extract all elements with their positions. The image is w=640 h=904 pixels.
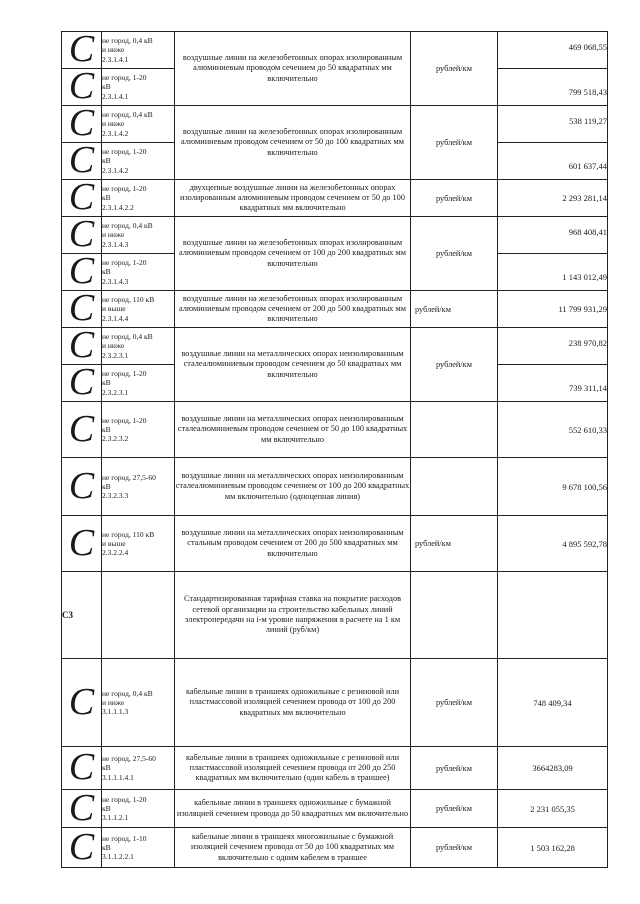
rate-value: 538 119,27 bbox=[498, 106, 608, 143]
rate-value: 601 637,44 bbox=[498, 143, 608, 180]
table-row bbox=[62, 659, 608, 747]
rate-code: C bbox=[62, 69, 102, 106]
rate-code: C bbox=[62, 365, 102, 402]
rate-value: 2 293 281,14 bbox=[498, 180, 608, 217]
table-row bbox=[62, 790, 608, 828]
table-row bbox=[62, 458, 608, 516]
rate-value: 552 610,33 bbox=[498, 402, 608, 458]
voltage-level: не город, 0,4 кВ и ниже 2.3.1.4.1 bbox=[102, 32, 175, 69]
line-description: двухцепные воздушные линии на железобетонных опорах изолированным алюминиевым проводом сечением от 50 до 100 квадратных мм включительно bbox=[175, 180, 411, 217]
voltage-level: не город, 1-20 кВ 2.3.1.4.3 bbox=[102, 254, 175, 291]
rate-value: 799 518,43 bbox=[498, 69, 608, 106]
voltage-level: не город, 1-20 кВ 3.1.1.2.1 bbox=[102, 790, 175, 828]
unit: рублей/км bbox=[411, 106, 498, 180]
voltage-level: не город, 1-20 кВ 2.3.1.4.1 bbox=[102, 69, 175, 106]
unit: рублей/км bbox=[411, 828, 498, 868]
rate-value: 968 408,41 bbox=[498, 217, 608, 254]
line-description: кабельные линии в траншеях многожильные с бумажной изоляцией сечением провода от 50 до 100 квадратных мм включительно с одним кабелем в траншее bbox=[175, 828, 411, 868]
section-description: Стандартизированная тарифная ставка на покрытие расходов сетевой организации на строительство кабельных линий электропередачи на i-м уровне напряжения в расчете на 1 км линий (руб/км) bbox=[175, 572, 411, 659]
rate-code: C bbox=[62, 328, 102, 365]
table-row bbox=[62, 402, 608, 458]
rate-value: 1 143 012,49 bbox=[498, 254, 608, 291]
voltage-level: не город, 110 кВ и выше 2.3.2.2.4 bbox=[102, 516, 175, 572]
rate-code: C bbox=[62, 458, 102, 516]
voltage-level: не город, 1-20 кВ 2.3.1.4.2 bbox=[102, 143, 175, 180]
rate-value: 4 895 592,78 bbox=[498, 516, 608, 572]
voltage-level: не город, 27,5-60 кВ 2.3.2.3.3 bbox=[102, 458, 175, 516]
unit: рублей/км bbox=[411, 790, 498, 828]
rate-code: C bbox=[62, 106, 102, 143]
rate-value: 9 678 100,56 bbox=[498, 458, 608, 516]
unit: рублей/км bbox=[411, 516, 498, 572]
unit: рублей/км bbox=[411, 180, 498, 217]
rate-value: 2 231 055,35 bbox=[498, 790, 608, 828]
table-row bbox=[62, 828, 608, 868]
rate-value: 238 970,82 bbox=[498, 328, 608, 365]
rate-code: C bbox=[62, 291, 102, 328]
voltage-level: не город, 0,4 кВ и ниже 2.3.2.3.1 bbox=[102, 328, 175, 365]
table-row bbox=[62, 328, 608, 365]
unit: рублей/км bbox=[411, 659, 498, 747]
line-description: воздушные линии на железобетонных опорах изолированным алюминиевым проводом сечением от 200 до 500 квадратных мм включительно bbox=[175, 291, 411, 328]
unit: рублей/км bbox=[411, 747, 498, 790]
rate-code: C bbox=[62, 143, 102, 180]
unit: рублей/км bbox=[411, 32, 498, 106]
unit bbox=[411, 458, 498, 516]
voltage-level: не город, 1-20 кВ 2.3.1.4.2.2 bbox=[102, 180, 175, 217]
section-row bbox=[62, 572, 608, 659]
line-description: воздушные линии на металлических опорах неизолированным стальным проводом сечением от 200 до 500 квадратных мм включительно bbox=[175, 516, 411, 572]
line-description: воздушные линии на железобетонных опорах изолированным алюминиевым проводом сечением от 50 до 100 квадратных мм включительно bbox=[175, 106, 411, 180]
rate-code: C bbox=[62, 790, 102, 828]
voltage-level: не город, 1-20 кВ 2.3.2.3.2 bbox=[102, 402, 175, 458]
rate-value: 739 311,14 bbox=[498, 365, 608, 402]
rate-code: C bbox=[62, 254, 102, 291]
rate-code: C bbox=[62, 217, 102, 254]
table-row bbox=[62, 747, 608, 790]
voltage-level: не город, 0,4 кВ и ниже 3.1.1.1.3 bbox=[102, 659, 175, 747]
rate-value: 748 409,34 bbox=[498, 659, 608, 747]
voltage-level: не город, 27,5-60 кВ 3.1.1.1.4.1 bbox=[102, 747, 175, 790]
voltage-level: не город, 1-10 кВ 3.1.1.2.2.1 bbox=[102, 828, 175, 868]
voltage-level: не город, 0,4 кВ и ниже 2.3.1.4.3 bbox=[102, 217, 175, 254]
table-row bbox=[62, 106, 608, 143]
voltage-level: не город, 110 кВ и выше 2.3.1.4.4 bbox=[102, 291, 175, 328]
table-row bbox=[62, 516, 608, 572]
table-row bbox=[62, 291, 608, 328]
unit: рублей/км bbox=[411, 328, 498, 402]
line-description: воздушные линии на железобетонных опорах изолированным алюминиевым проводом сечением от 100 до 200 квадратных мм включительно bbox=[175, 217, 411, 291]
line-description: кабельные линии в траншеях одножильные с бумажной изоляцией сечением провода до 50 квадратных мм включительно bbox=[175, 790, 411, 828]
rate-code: C bbox=[62, 516, 102, 572]
rate-value: 3664283,09 bbox=[498, 747, 608, 790]
table-row bbox=[62, 180, 608, 217]
line-description: воздушные линии на железобетонных опорах изолированным алюминиевым проводом сечением до 50 квадратных мм включительно bbox=[175, 32, 411, 106]
rate-value: 11 799 931,29 bbox=[498, 291, 608, 328]
rate-code: C3 bbox=[62, 572, 102, 659]
voltage-level: не город, 0,4 кВ и ниже 2.3.1.4.2 bbox=[102, 106, 175, 143]
rate-code: C bbox=[62, 747, 102, 790]
table-row bbox=[62, 217, 608, 254]
tariff-table bbox=[61, 31, 608, 868]
rate-value: 469 068,55 bbox=[498, 32, 608, 69]
rate-code: C bbox=[62, 659, 102, 747]
line-description: воздушные линии на металлических опорах неизолированным сталеалюминиевым проводом сечением до 50 квадратных мм включительно bbox=[175, 328, 411, 402]
unit bbox=[411, 402, 498, 458]
rate-code: C bbox=[62, 32, 102, 69]
rate-code: C bbox=[62, 828, 102, 868]
line-description: кабельные линии в траншеях одножильные с резиновой или пластмассовой изоляцией сечением провода от 200 до 250 квадратных мм включительно (один кабель в траншее) bbox=[175, 747, 411, 790]
unit: рублей/км bbox=[411, 291, 498, 328]
line-description: воздушные линии на металлических опорах неизолированным сталеалюминиевым проводом сечением от 50 до 100 квадратных мм включительно bbox=[175, 402, 411, 458]
table-row bbox=[62, 32, 608, 69]
line-description: воздушные линии на металлических опорах неизолированным сталеалюминиевым проводом сечением от 100 до 200 квадратных мм включительно (одноцепная линия) bbox=[175, 458, 411, 516]
line-description: кабельные линии в траншеях одножильные с резиновой или пластмассовой изоляцией сечением провода от 100 до 200 квадратных мм включительно bbox=[175, 659, 411, 747]
rate-code: C bbox=[62, 180, 102, 217]
voltage-level: не город, 1-20 кВ 2.3.2.3.1 bbox=[102, 365, 175, 402]
unit: рублей/км bbox=[411, 217, 498, 291]
rate-code: C bbox=[62, 402, 102, 458]
rate-value: 1 503 162,28 bbox=[498, 828, 608, 868]
